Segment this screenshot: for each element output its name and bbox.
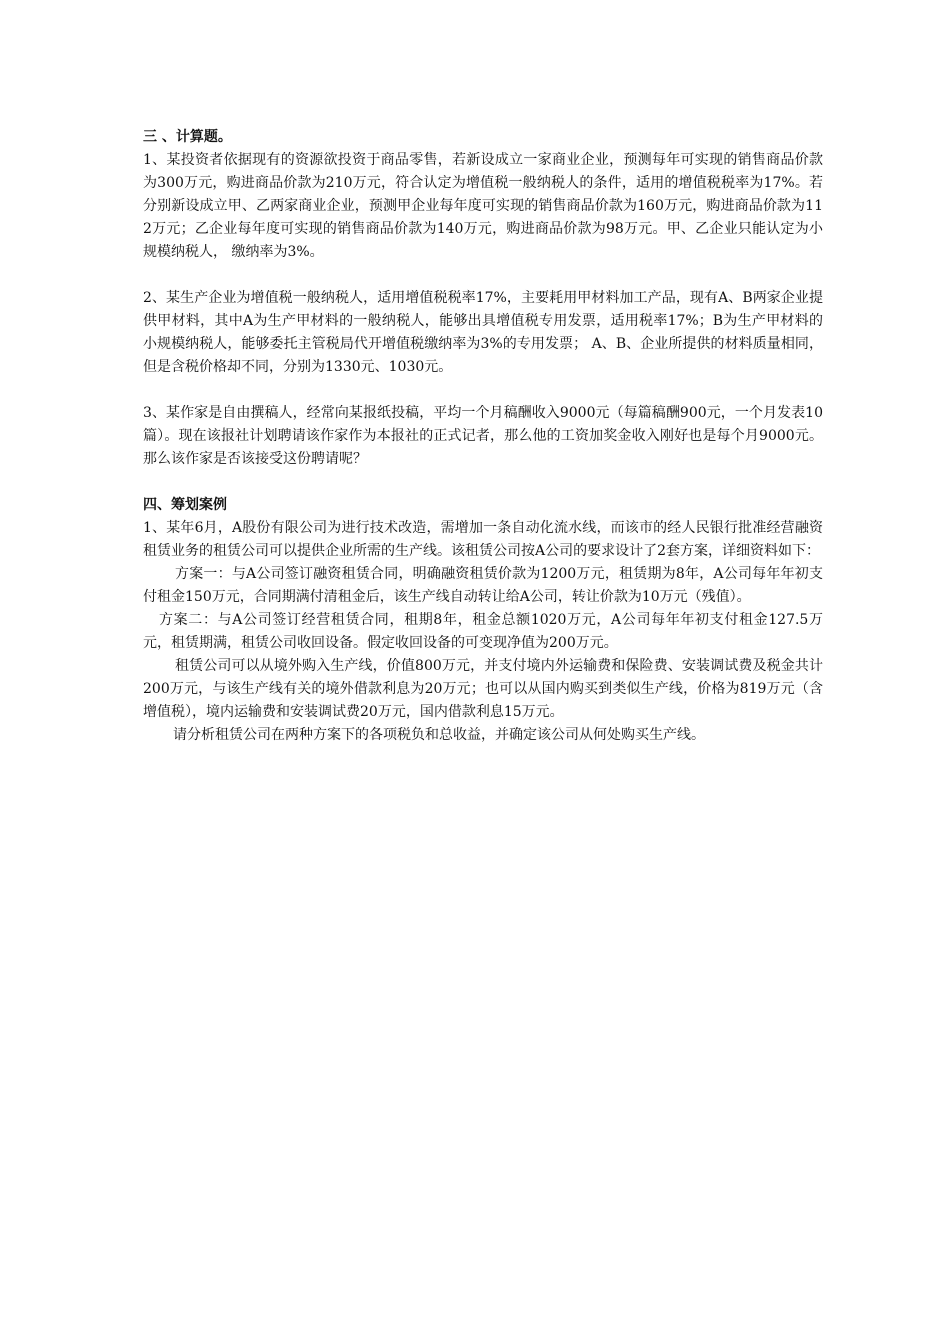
paragraph-gap (143, 379, 823, 402)
section-heading-case: 四、筹划案例 (143, 497, 227, 513)
paragraph-gap (143, 471, 823, 494)
question-3: 3、某作家是自由撰稿人，经常向某报纸投稿，平均一个月稿酬收入9000元（每篇稿酬900元，一个月发表10篇）。现在该报社计划聘请该作家作为本报社的正式记者，那么他的工资加奖金收入刚好也是每个月9000元。那么该作家是否该接受这份聘请呢？ (143, 405, 823, 467)
section-heading-calculation: 三 、计算题。 (143, 129, 232, 145)
case-purchase-options: 租赁公司可以从境外购入生产线，价值800万元，并支付境内外运输费和保险费、安装调试费及税金共计200万元，与该生产线有关的境外借款利息为20万元；也可以从国内购买到类似生产线，价格为819万元（含增值税），境内运输费和安装调试费20万元，国内借款利息15万元。 (143, 658, 823, 720)
question-2: 2、某生产企业为增值税一般纳税人，适用增值税税率17%，主要耗用甲材料加工产品，现有A、B两家企业提供甲材料，其中A为生产甲材料的一般纳税人，能够出具增值税专用发票，适用税率17%；B为生产甲材料的小规模纳税人，能够委托主管税局代开增值税缴纳率为3%的专用发票； A、B、企业所提供的材料质量相同，但是含税价格却不同，分别为1330元、1030元。 (143, 290, 823, 375)
case-request: 请分析租赁公司在两种方案下的各项税负和总收益，并确定该公司从何处购买生产线。 (173, 727, 705, 743)
paragraph-gap (143, 264, 823, 287)
case-plan-2: 方案二：与A公司签订经营租赁合同，租期8年，租金总额1020万元，A公司每年年初支付租金127.5万元，租赁期满，租赁公司收回设备。假定收回设备的可变现净值为200万元。 (143, 612, 823, 651)
question-1: 1、某投资者依据现有的资源欲投资于商品零售，若新设成立一家商业企业，预测每年可实现的销售商品价款为300万元，购进商品价款为210万元，符合认定为增值税一般纳税人的条件，适用的增值税税率为17%。若分别新设成立甲、乙两家商业企业，预测甲企业每年度可实现的销售商品价款为160万元，购进商品价款为112万元；乙企业每年度可实现的销售商品价款为140万元，购进商品价款为98万元。甲、乙企业只能认定为小规模纳税人， 缴纳率为3%。 (143, 152, 823, 260)
document-page (143, 126, 823, 747)
case-intro: 1、某年6月，A股份有限公司为进行技术改造，需增加一条自动化流水线，而该市的经人民银行批准经营融资租赁业务的租赁公司可以提供企业所需的生产线。该租赁公司按A公司的要求设计了2套方案，详细资料如下： (143, 520, 823, 559)
case-plan-1: 方案一：与A公司签订融资租赁合同，明确融资租赁价款为1200万元，租赁期为8年，A公司每年年初支付租金150万元，合同期满付清租金后，该生产线自动转让给A公司，转让价款为10万元（残值）。 (143, 566, 823, 605)
